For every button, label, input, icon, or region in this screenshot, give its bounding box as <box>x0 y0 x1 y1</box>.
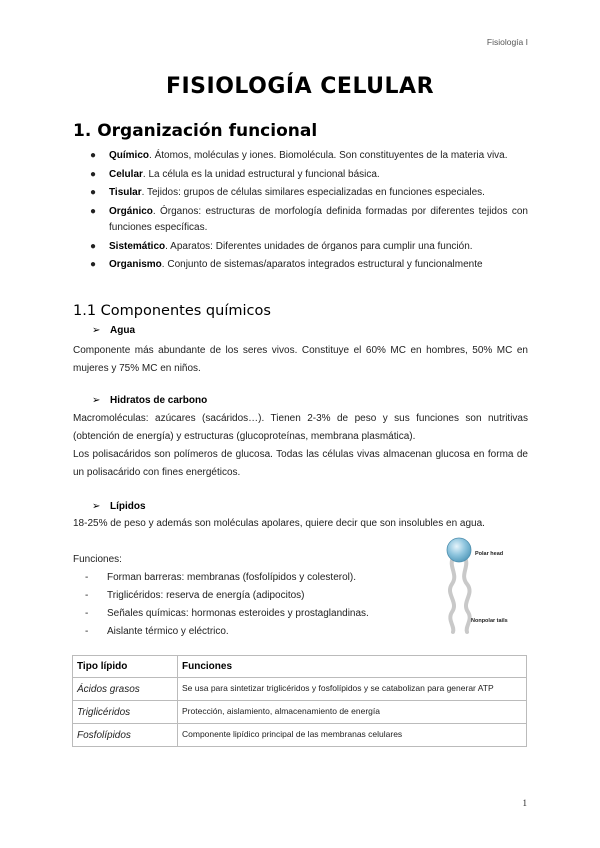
bullet-icon: ● <box>90 205 97 217</box>
bullet-icon: ● <box>90 240 97 252</box>
lipidos-paragraph: 18-25% de peso y además son moléculas apolares, quiere decir que son insolubles en agua. <box>73 518 485 529</box>
list-item <box>82 185 528 202</box>
bullet-icon: ● <box>90 168 97 180</box>
hidratos-paragraph-1: Macromoléculas: azúcares (sacáridos…). Tienen 2-3% de peso y sus funciones son nutritivas (obtención de energía) y estructuras (glucoproteínas, membrana plasmática). <box>73 413 528 442</box>
dash-bullet: - <box>85 626 89 637</box>
list-item <box>82 204 528 237</box>
lipidos-heading <box>92 501 146 512</box>
page-number: 1 <box>522 798 527 808</box>
term-description: . La célula es la unidad estructural y funcional básica. <box>142 168 380 180</box>
column-header-type: Tipo lípido <box>73 656 178 678</box>
table-row <box>73 724 527 747</box>
hidratos-paragraph-2: Los polisacáridos son polímeros de glucosa. Todas las células vivas almacenan glucosa en forma de un polisacárido con fines energéticos. <box>73 449 528 478</box>
running-header: Fisiología I <box>486 37 528 47</box>
lipid-function-cell: Componente lipídico principal de las membranas celulares <box>178 724 527 747</box>
term-description: . Tejidos: grupos de células similares especializadas en funciones especiales. <box>141 187 485 198</box>
bullet-icon: ● <box>90 259 97 270</box>
dash-bullet: - <box>85 590 89 601</box>
lipid-function-cell: Se usa para sintetizar triglicéridos y fosfolípidos y se catabolizan para generar ATP <box>178 678 527 701</box>
term: Tisular <box>109 187 142 198</box>
polar-head <box>447 538 471 562</box>
term: Químico <box>109 150 150 161</box>
term-description: . Conjunto de sistemas/aparatos integrados estructural y funcionalmente <box>161 259 483 270</box>
phospholipid-diagram <box>437 536 529 638</box>
term-description: . Órganos: estructuras de morfología definida formadas por diferentes tejidos con funciones específicas. <box>109 205 528 233</box>
funciones-label: Funciones: <box>73 554 122 565</box>
list-item-text: Forman barreras: membranas (fosfolípidos y colesterol). <box>107 572 356 583</box>
table-row <box>73 701 527 724</box>
table-header-row <box>73 656 527 678</box>
term: Organismo <box>109 259 162 270</box>
list-item <box>85 623 369 641</box>
nonpolar-tail-left <box>450 556 454 632</box>
section-heading-organizacion: 1. Organización funcional <box>73 121 318 141</box>
polar-head-label: Polar head <box>475 551 504 557</box>
agua-heading <box>92 325 135 336</box>
dash-bullet: - <box>85 608 89 619</box>
hidratos-heading-text: Hidratos de carbono <box>110 395 208 406</box>
lipid-types-table <box>72 655 527 747</box>
list-item <box>82 239 528 256</box>
arrow-bullet-icon: ➢ <box>92 501 101 512</box>
arrow-bullet-icon: ➢ <box>92 325 101 336</box>
term-description: . Aparatos: Diferentes unidades de órganos para cumplir una función. <box>165 240 473 252</box>
list-item-text: Aislante térmico y eléctrico. <box>107 626 229 637</box>
list-item-text: Triglicéridos: reserva de energía (adipocitos) <box>107 590 305 601</box>
lipid-functions-list <box>85 569 369 641</box>
list-item-text: Señales químicas: hormonas esteroides y prostaglandinas. <box>107 608 369 619</box>
list-item <box>85 569 369 587</box>
list-item <box>85 587 369 605</box>
agua-paragraph: Componente más abundante de los seres vivos. Constituye el 60% MC en hombres, 50% MC en mujeres y 75% MC en niños. <box>73 345 528 374</box>
bullet-icon: ● <box>90 187 97 198</box>
dash-bullet: - <box>85 572 89 583</box>
hidratos-heading <box>92 395 207 406</box>
lipid-type-cell: Ácidos grasos <box>73 678 178 701</box>
lipid-function-cell: Protección, aislamiento, almacenamiento de energía <box>178 701 527 724</box>
bullet-icon: ● <box>90 150 97 161</box>
column-header-functions: Funciones <box>178 656 527 678</box>
list-item <box>82 167 528 184</box>
arrow-bullet-icon: ➢ <box>92 395 101 406</box>
list-item <box>85 605 369 623</box>
list-item <box>82 148 528 165</box>
table-row <box>73 678 527 701</box>
agua-heading-text: Agua <box>110 325 135 336</box>
term-description: . Átomos, moléculas y iones. Biomolécula. Son constituyentes de la materia viva. <box>149 150 508 161</box>
organization-levels-list <box>82 148 528 276</box>
nonpolar-tail-right <box>464 556 470 632</box>
page-title: FISIOLOGÍA CELULAR <box>165 74 435 99</box>
subsection-heading-componentes: 1.1 Componentes químicos <box>73 303 271 319</box>
list-item <box>82 257 528 274</box>
lipid-type-cell: Triglicéridos <box>73 701 178 724</box>
lipidos-heading-text: Lípidos <box>110 501 146 512</box>
nonpolar-tails-label: Nonpolar tails <box>471 618 508 624</box>
term: Celular <box>109 168 143 180</box>
lipid-type-cell: Fosfolípidos <box>73 724 178 747</box>
term: Orgánico <box>109 205 153 217</box>
term: Sistemático <box>109 240 166 252</box>
